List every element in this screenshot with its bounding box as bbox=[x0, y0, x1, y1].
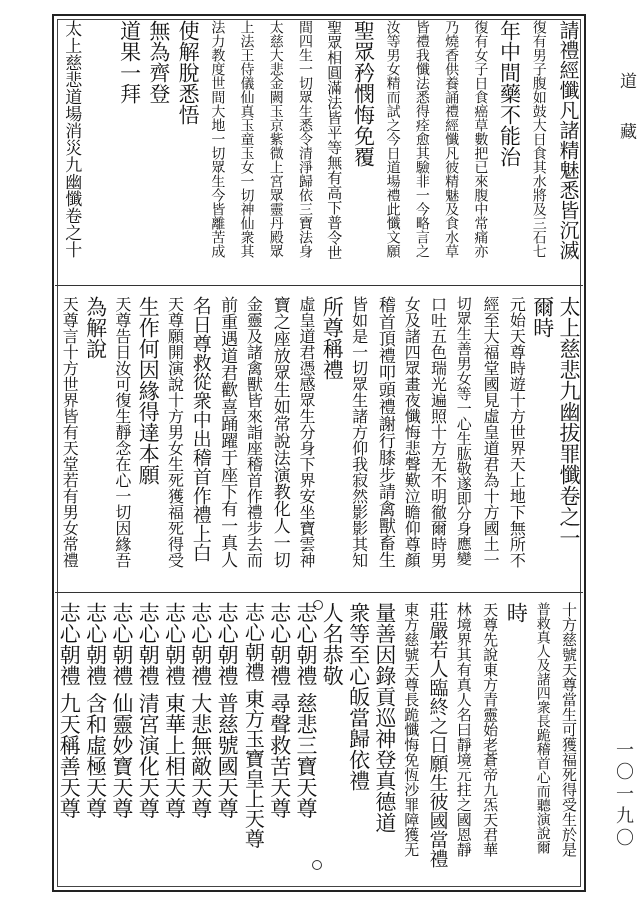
text-column: 志心朝禮 九天稱善天尊 bbox=[57, 602, 82, 819]
text-column: 聖眾相圓滿法皆平等無有高下普令世 bbox=[325, 20, 344, 260]
text-column: 道果一拜 bbox=[117, 20, 142, 104]
text-column: 虛皇道君憑感眾生分身下界安坐寶雲神 bbox=[296, 296, 316, 568]
middle-divider bbox=[55, 592, 583, 593]
middle-panel bbox=[56, 296, 582, 588]
text-column: 天尊告日汝可復生靜念在心一切因緣吾 bbox=[112, 296, 132, 568]
text-column: 年中間藥不能治 bbox=[497, 20, 522, 167]
text-column: 使解脫悉悟 bbox=[176, 20, 201, 125]
text-column: 志心朝禮 含和虛極天尊 bbox=[83, 602, 108, 819]
text-column: 乃燒香供養誦禮經懺凡彼精魅及食水草 bbox=[443, 20, 460, 258]
text-column: 志心朝禮 尋聲救苦天尊 bbox=[267, 602, 292, 819]
text-column: 時 bbox=[504, 602, 529, 623]
text-column: 志心朝禮 東華上相天尊 bbox=[162, 602, 187, 819]
text-column: 聖眾矜憫悔免覆 bbox=[351, 20, 376, 167]
text-column: 志心朝禮 東方玉寶皇上天尊 bbox=[241, 602, 266, 849]
text-column: 太慈大悲金闕玉京紫微上宮眾靈丹殿眾 bbox=[267, 20, 284, 258]
circle-mark bbox=[313, 600, 323, 610]
text-column: 十方慈號天尊當生可獲福死得受生於是 bbox=[559, 602, 578, 857]
text-column: 上法王侍儀仙真玉童玉女一切神仙衆其 bbox=[238, 20, 255, 258]
bottom-panel bbox=[56, 602, 582, 887]
text-column: 法力教度世間大地一切眾生今皆離苦成 bbox=[209, 20, 226, 258]
text-column: 量善因錄貢巡神登真德道 bbox=[372, 602, 397, 833]
text-column: 元始天尊時遊十方世界天上地下無所不 bbox=[507, 296, 527, 568]
text-column: 請禮經懺凡諸精魅悉皆沉滅 bbox=[555, 20, 580, 260]
text-column: 間四生一切眾生悉令清淨歸依三寶法身 bbox=[296, 20, 313, 258]
text-column: 天尊先說東方青靈始老蒼帝九炁天君華 bbox=[481, 602, 500, 857]
text-column: 東方慈號天尊長跪懺悔免恆沙罪障獲无 bbox=[402, 602, 421, 857]
side-mark-top: 道 藏 bbox=[616, 72, 636, 154]
text-column: 林境界其有真人名曰靜境元拄之國恩靜 bbox=[454, 602, 473, 857]
top-divider bbox=[55, 285, 583, 286]
text-column: 天尊願開演說十方男女生死獲福死得受 bbox=[165, 296, 185, 568]
text-column: 女及諸四眾畫夜懺悔悲聲歎泣瞻仰尊顏 bbox=[402, 296, 422, 568]
text-column: 衆等至心皈當歸依禮 bbox=[346, 602, 371, 791]
text-column: 爾時 bbox=[530, 296, 555, 338]
text-column: 生作何因緣得達本願 bbox=[136, 296, 161, 485]
text-column: 切眾生善男女等一心生肱敬遂即分身應變 bbox=[454, 296, 473, 566]
text-column: 志心朝禮 仙靈妙寶天尊 bbox=[109, 602, 134, 819]
text-column: 復有男子腹如鼓大日食其水將及三石七 bbox=[530, 20, 547, 258]
text-column: 寶之座放眾生如常說法演教化人一切 bbox=[269, 296, 290, 568]
text-column: 復有女子日食癌草數把已來腹中常痛亦 bbox=[472, 20, 489, 258]
text-column: 金靈及諸禽獸皆來詣座稽首作禮步去而 bbox=[244, 296, 264, 568]
text-column: 莊嚴若人臨終之日願生彼國當禮 bbox=[426, 602, 449, 868]
top-panel bbox=[56, 20, 582, 278]
side-mark-bottom: 一〇一九〇 bbox=[613, 740, 634, 850]
text-column: 皆如是一切眾生諸方仰我寂然影影其知 bbox=[349, 296, 369, 568]
text-column bbox=[85, 20, 114, 276]
text-column: 稽首頂禮叩頭禮謝行膝步請禽獸畜生 bbox=[374, 296, 395, 568]
text-column: 口吐五色瑞光遍照十方无不明徹爾時男 bbox=[428, 296, 448, 568]
text-column: 為解說 bbox=[83, 296, 108, 359]
text-column: 人名恭敬 bbox=[320, 602, 345, 686]
text-column: 志心朝禮 清宮演化天尊 bbox=[136, 602, 161, 819]
text-column: 名日尊救從衆中出稽首作禮上白 bbox=[189, 296, 212, 562]
text-column: 汝等男女精而試之今日道場禮此懺文願 bbox=[384, 20, 401, 258]
text-column: 天尊言十方世界皆有天堂若有男女常禮 bbox=[60, 296, 80, 568]
text-column: 普救真人及諸四衆長跪稽首心而聽演說爾 bbox=[534, 602, 551, 854]
text-column: 志心朝禮 慈悲三寶天尊 bbox=[293, 602, 318, 819]
text-column: 前重遇道君歡喜踊躍于座下有一真人 bbox=[217, 296, 238, 568]
text-column: 太上慈悲九幽拔罪懺卷之一 bbox=[556, 296, 581, 548]
circle-mark bbox=[312, 860, 322, 870]
text-column: 志心朝禮 普慈號國天尊 bbox=[215, 602, 240, 819]
text-column: 無為齊登 bbox=[146, 20, 171, 104]
text-column: 所尊稱禮 bbox=[320, 296, 345, 380]
text-column: 志心朝禮 大悲無敵天尊 bbox=[188, 602, 213, 819]
text-column: 太上慈悲道場消災九幽懺卷之十 bbox=[61, 20, 82, 258]
text-column: 經至大福堂國見虛皇道君為十方國土一 bbox=[481, 296, 501, 568]
text-column: 皆禮我懺法悉得痊愈其驗非一今略言之 bbox=[413, 20, 430, 258]
